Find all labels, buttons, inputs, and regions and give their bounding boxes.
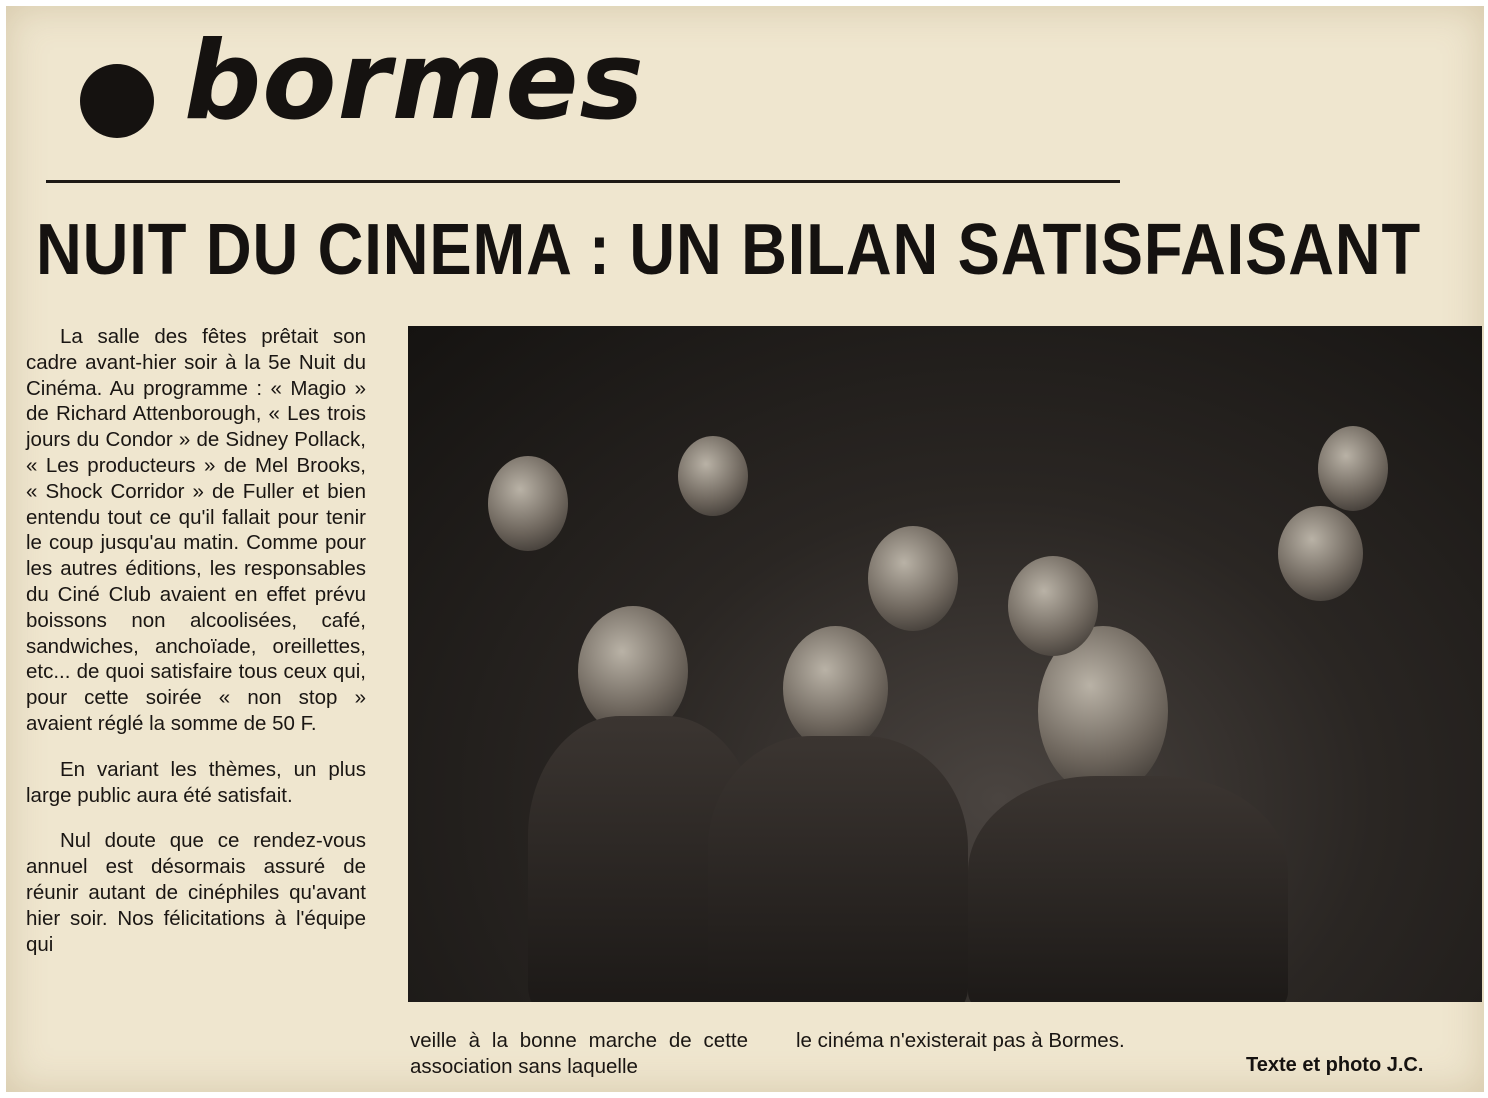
photo-credit: Texte et photo J.C. bbox=[1246, 1054, 1424, 1076]
section-bullet-icon bbox=[80, 64, 154, 138]
section-rule bbox=[46, 180, 1120, 183]
article-column-3: le cinéma n'existerait pas à Bormes. bbox=[796, 1029, 1125, 1052]
photo-figure bbox=[1278, 506, 1363, 601]
photo-figure bbox=[1318, 426, 1388, 511]
newspaper-clipping bbox=[6, 6, 1484, 1092]
article-paragraph: Nul doute que ce rendez-vous annuel est désormais assuré de réunir autant de cinéphiles qu'avant hier soir. Nos félicitations à l'équipe qui bbox=[26, 829, 366, 956]
photo-figure bbox=[678, 436, 748, 516]
audience-photo bbox=[408, 326, 1482, 1002]
photo-figure bbox=[868, 526, 958, 631]
photo-figure bbox=[708, 736, 968, 1002]
article-paragraph: En variant les thèmes, un plus large public aura été satisfait. bbox=[26, 757, 366, 807]
article-paragraph: La salle des fêtes prêtait son cadre avant-hier soir à la 5e Nuit du Cinéma. Au programme : « Magio » de Richard Attenborough, « Les trois jours du Condor » de Sidney Pollack, « Les producteurs » de Mel Brooks, « Shock Corridor » de Fuller et bien entendu tout ce qu'il fallait pour tenir le coup jusqu'au matin. Comme pour les autres éditions, les responsables du Ciné Club avaient en effet prévu boissons non alcoolisées, café, sandwiches, anchoïade, oreillettes, etc... de quoi satisfaire tous ceux qui, pour cette soirée « non stop » avaient réglé la somme de 50 F. bbox=[26, 325, 366, 735]
photo-figure bbox=[783, 626, 888, 751]
section-title: bormes bbox=[184, 19, 645, 144]
article-column-1 bbox=[26, 324, 366, 977]
headline: NUIT DU CINEMA : UN BILAN SATISFAISANT bbox=[36, 210, 1422, 290]
photo-figure bbox=[1008, 556, 1098, 656]
article-column-2: veille à la bonne marche de cette association sans laquelle bbox=[410, 1029, 748, 1078]
photo-figure bbox=[968, 776, 1288, 1002]
photo-figure bbox=[488, 456, 568, 551]
